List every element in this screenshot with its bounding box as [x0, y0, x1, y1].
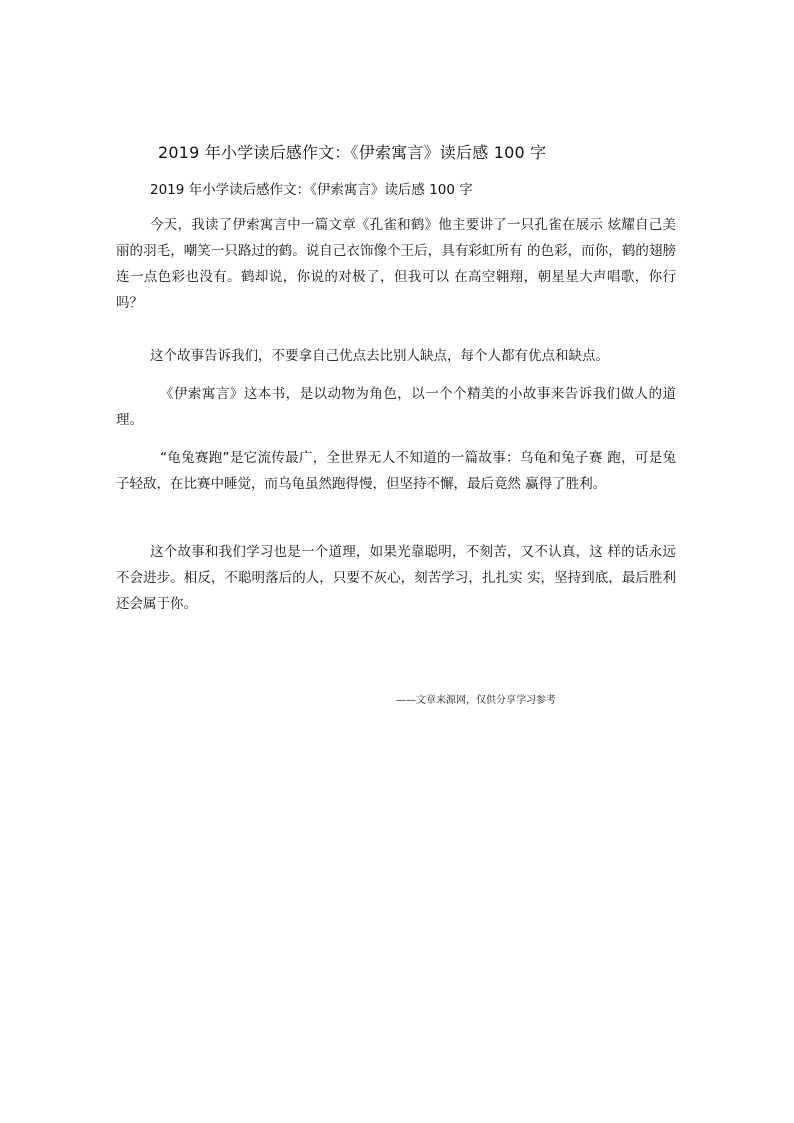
paragraph-peacock-and-crane: 今天，我读了伊索寓言中一篇文章《孔雀和鹤》他主要讲了一只孔雀在展示 炫耀自己美丽的羽毛，嘲笑一只路过的鹤。说自己衣饰像个王后，具有彩虹所有 的色彩，而你，鹤的翅膀连一点色彩也没有。鹤却说，你说的对极了，但我可以 在高空翱翔，朝星星大声唱歌，你行吗？ [116, 217, 676, 311]
paragraph-book-intro: 《伊索寓言》这本书，是以动物为角色，以一个个精美的小故事来告诉我们做人的道理。 [116, 386, 676, 428]
paragraph-tortoise-and-hare: “龟兔赛跑”是它流传最广，全世界无人不知道的一篇故事：乌龟和兔子赛 跑，可是兔子轻敌，在比赛中睡觉，而乌龟虽然跑得慢，但坚持不懈，最后竟然 赢得了胜利。 [116, 450, 676, 492]
source-footer: ——文章来源网，仅供分享学习参考 [396, 695, 556, 706]
paragraph-conclusion: 这个故事和我们学习也是一个道理，如果光靠聪明，不刻苦，又不认真，这 样的话永远不会进步。相反，不聪明落后的人，只要不灰心，刻苦学习，扎扎实 实，坚持到底，最后胜利还会属于你。 [116, 544, 676, 612]
document-subtitle: 2019 年小学读后感作文：《伊索寓言》读后感 100 字 [150, 182, 473, 198]
paragraph-lesson: 这个故事告诉我们，不要拿自己优点去比别人缺点，每个人都有优点和缺点。 [150, 348, 609, 364]
document-title: 2019 年小学读后感作文：《伊索寓言》读后感 100 字 [158, 143, 547, 162]
